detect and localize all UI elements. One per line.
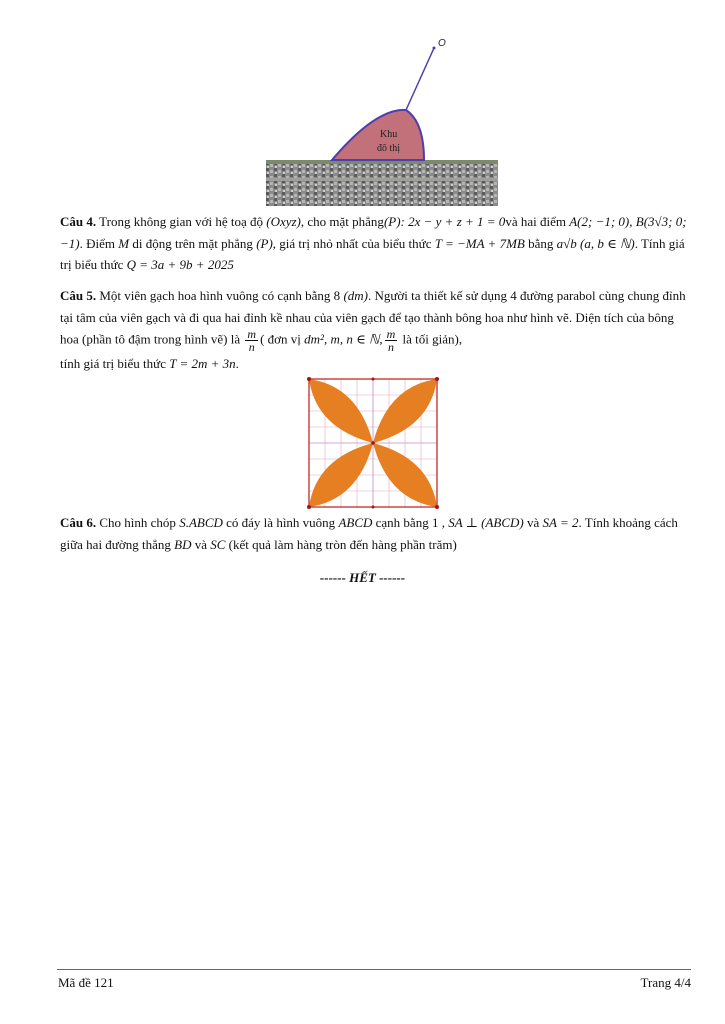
footer-divider: [57, 969, 691, 970]
question-5: Câu 5. Một viên gạch hoa hình vuông có cạnh bằng 8 (dm). Người ta thiết kế sử dụng 4 đường parabol cùng chung đỉnh tại tâm của viên gạch và đi qua hai đỉnh kề nhau của viên gạch để tạo thành bông hoa như hình vẽ. Diện tích của bông hoa (phần tô đậm trong hình vẽ) là $\frac{m}{n}$ ( đơn vị dm², m, n ∈ ℕ, $\frac{m}{n}$ là tối giản), tính giá trị biểu thức T = 2m + 3n.: [60, 288, 686, 371]
flower-tile-figure: [300, 370, 446, 516]
q5-title: Câu 5.: [60, 288, 97, 303]
ray-line: [406, 48, 434, 110]
page-number: Trang 4/4: [640, 975, 691, 990]
end-marker: ------ HẾT ------: [319, 570, 406, 585]
q4-title: Câu 4.: [60, 214, 97, 229]
city-strip: [266, 160, 498, 206]
urban-area-figure: [266, 36, 498, 206]
question-4: Câu 4. Trong không gian với hệ toạ độ (Oxyz), cho mặt phẳng(P): 2x − y + z + 1 = 0và hai điểm A(2; −1; 0), B(3√3; 0; −1). Điểm M di động trên mặt phẳng (P), giá trị nhỏ nhất của biểu thức T = −MA + 7MB bằng a√b (a, b ∈ ℕ). Tính giá trị biểu thức Q = 3a + 9b + 2025: [60, 214, 687, 272]
fraction-m-n: $\frac{m}{n}$: [247, 327, 257, 354]
question-6: Câu 6. Cho hình chóp S.ABCD có đáy là hình vuông ABCD cạnh bằng 1 , SA ⊥ (ABCD) và SA = 2. Tính khoảng cách giữa hai đường thẳng BD và SC (kết quả làm hàng tròn đến hàng phần trăm): [60, 515, 678, 552]
q6-title: Câu 6.: [60, 515, 97, 530]
label-do-thi: đô thị: [377, 143, 401, 154]
exam-code: Mã đề 121: [58, 975, 114, 990]
label-khu: Khu: [380, 129, 398, 140]
label-o: O: [438, 38, 446, 49]
